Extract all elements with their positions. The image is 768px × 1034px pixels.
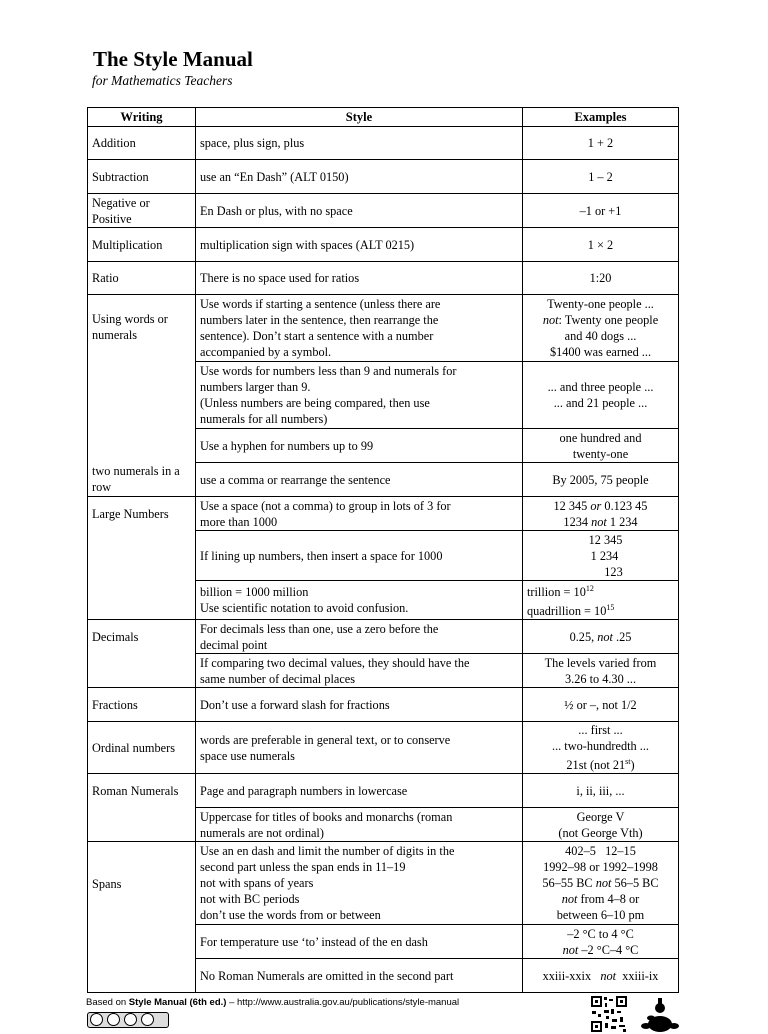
turtle-logo-icon <box>638 994 682 1034</box>
cc-sa-icon <box>141 1013 154 1026</box>
style-line: (Unless numbers are being compared, then use <box>200 396 430 410</box>
example-cell <box>523 362 679 429</box>
style-line: numbers larger than 9. <box>200 380 311 394</box>
example-cell: 1 – 2 <box>523 160 679 194</box>
style-cell: If lining up numbers, then insert a space for 1000 <box>196 531 523 581</box>
example-line: 56–55 BC not 56–5 BC <box>542 876 659 891</box>
style-cell <box>196 497 523 531</box>
example-cell <box>523 497 679 531</box>
qr-code-icon <box>590 995 628 1033</box>
example-cell: 1 + 2 <box>523 127 679 160</box>
style-cell: use an “En Dash” (ALT 0150) <box>196 160 523 194</box>
example-line <box>527 600 674 619</box>
example-line: one hundred and <box>559 430 642 445</box>
example-cell <box>523 925 679 959</box>
table-row <box>88 429 679 463</box>
superscript: 12 <box>585 584 594 593</box>
example-cell <box>523 842 679 925</box>
footer-citation <box>86 997 459 1008</box>
example-line <box>527 581 674 600</box>
style-line: billion = 1000 million <box>200 585 309 600</box>
cc-by-icon <box>107 1013 120 1026</box>
example-line: between 6–10 pm <box>556 908 645 923</box>
example-line: Twenty-one people ... <box>547 297 654 311</box>
writing-cell: Ratio <box>88 262 196 295</box>
example-text: quadrillion = 10 <box>527 604 607 619</box>
writing-label: Using words or numerals <box>92 312 168 342</box>
writing-cell <box>88 362 196 429</box>
example-cell <box>523 429 679 463</box>
table-row <box>88 228 679 262</box>
example-text: trillion = 10 <box>527 585 586 600</box>
style-line: For decimals less than one, use a zero before the <box>200 621 439 636</box>
example-line: 123 <box>604 564 623 579</box>
writing-cell: Multiplication <box>88 228 196 262</box>
example-cell: ½ or –, not 1/2 <box>523 688 679 722</box>
example-line: 3.26 to 4.30 ... <box>564 671 637 686</box>
style-line: numerals are not ordinal) <box>200 825 324 840</box>
style-line: space use numerals <box>200 748 295 763</box>
example-cell: By 2005, 75 people <box>523 463 679 497</box>
emphasis-text: not <box>561 892 578 907</box>
style-line: not with BC periods <box>200 892 300 907</box>
example-cell <box>523 581 679 620</box>
superscript: st <box>625 757 631 767</box>
style-line: second part unless the span ends in 11–19 <box>200 860 406 875</box>
example-line: 12 345 or 0.123 45 <box>553 498 648 513</box>
example-text: : Twenty one people <box>558 313 659 327</box>
writing-cell <box>88 959 196 993</box>
style-line: decimal point <box>200 637 268 652</box>
creative-commons-license-icon[interactable] <box>87 1012 169 1028</box>
example-line: 402–5 12–15 <box>565 844 636 859</box>
style-cell <box>196 654 523 688</box>
style-cell: For temperature use ‘to’ instead of the en dash <box>196 925 523 959</box>
style-line: If comparing two decimal values, they should have the <box>200 655 470 670</box>
writing-cell: Ordinal numbers <box>88 722 196 774</box>
emphasis-text: not <box>595 876 612 891</box>
emphasis-text: not <box>591 514 607 529</box>
style-cell: space, plus sign, plus <box>196 127 523 160</box>
example-cell: xxiii-xxix not xxiii-ix <box>523 959 679 993</box>
example-cell: –1 or +1 <box>523 194 679 228</box>
writing-cell <box>88 808 196 842</box>
example-text: ) <box>630 758 635 773</box>
table-row <box>88 925 679 959</box>
style-line: accompanied by a symbol. <box>200 345 332 359</box>
emphasis-text: or <box>590 498 602 513</box>
example-cell <box>523 808 679 842</box>
example-line: (not George Vth) <box>558 825 643 840</box>
table-row <box>88 959 679 993</box>
style-line: sentence). Don’t start a sentence with a number <box>200 329 434 343</box>
writing-cell: Large Numbers <box>88 497 196 531</box>
example-cell <box>523 722 679 774</box>
example-line: –2 °C to 4 °C <box>567 926 634 941</box>
cc-circle-icon <box>90 1013 103 1026</box>
style-cell: multiplication sign with spaces (ALT 0215) <box>196 228 523 262</box>
example-cell <box>523 531 679 581</box>
table-row <box>88 620 679 654</box>
style-cell <box>196 620 523 654</box>
table-row <box>88 808 679 842</box>
table-row <box>88 497 679 531</box>
table-row <box>88 262 679 295</box>
superscript: 15 <box>606 603 615 613</box>
example-text: 21st (not 21 <box>566 758 626 773</box>
style-cell: Page and paragraph numbers in lowercase <box>196 774 523 808</box>
footer-manual-name: Style Manual (6th ed.) <box>128 997 227 1008</box>
example-line: 12 345 <box>588 532 623 547</box>
style-line: same number of decimal places <box>200 671 356 686</box>
style-cell: Don’t use a forward slash for fractions <box>196 688 523 722</box>
page-subtitle: for Mathematics Teachers <box>92 73 233 88</box>
writing-cell <box>88 429 196 463</box>
example-line: George V <box>576 809 625 824</box>
example-line: twenty-one <box>572 446 629 461</box>
example-line: not –2 °C–4 °C <box>562 942 639 957</box>
example-cell <box>523 654 679 688</box>
header-writing: Writing <box>88 108 196 127</box>
emphasis-text: not <box>597 629 613 644</box>
emphasis-text: not <box>562 942 579 957</box>
page-title: The Style Manual <box>93 47 253 71</box>
cc-nc-icon <box>124 1013 137 1026</box>
table-row <box>88 295 679 362</box>
style-cell <box>196 362 523 429</box>
table-row <box>88 531 679 581</box>
style-cell: No Roman Numerals are omitted in the second part <box>196 959 523 993</box>
emphasis-text: not <box>542 313 559 327</box>
table-row <box>88 722 679 774</box>
table-row <box>88 581 679 620</box>
writing-cell <box>88 925 196 959</box>
writing-cell: two numerals in a row <box>88 463 196 497</box>
table-row <box>88 362 679 429</box>
style-cell <box>196 295 523 362</box>
example-line: ... first ... <box>578 723 623 738</box>
writing-cell: Decimals <box>88 620 196 654</box>
style-cell: Use a hyphen for numbers up to 99 <box>196 429 523 463</box>
writing-cell: Addition <box>88 127 196 160</box>
header-examples: Examples <box>523 108 679 127</box>
style-line: words are preferable in general text, or to conserve <box>200 732 451 747</box>
table-row <box>88 463 679 497</box>
example-line: ... and 21 people ... <box>553 396 648 410</box>
style-line: don’t use the words from or between <box>200 908 381 923</box>
table-row <box>88 654 679 688</box>
style-line: Use an en dash and limit the number of digits in the <box>200 844 455 859</box>
footer-link[interactable]: – http://www.australia.gov.au/publications/style-manual <box>226 997 460 1008</box>
style-cell: En Dash or plus, with no space <box>196 194 523 228</box>
writing-cell <box>88 581 196 620</box>
style-cell: There is no space used for ratios <box>196 262 523 295</box>
example-cell: i, ii, iii, ... <box>523 774 679 808</box>
style-line: numbers later in the sentence, then rearrange the <box>200 313 439 327</box>
style-line: Use words if starting a sentence (unless there are <box>200 297 441 311</box>
table-row <box>88 194 679 228</box>
header-style: Style <box>196 108 523 127</box>
writing-cell: Roman Numerals <box>88 774 196 808</box>
example-line: ... and three people ... <box>547 380 654 394</box>
example-line: not from 4–8 or <box>561 892 640 907</box>
style-cell <box>196 581 523 620</box>
table-row <box>88 842 679 925</box>
example-line: 1234 not 1 234 <box>563 514 638 529</box>
table-row <box>88 688 679 722</box>
example-cell: 1 × 2 <box>523 228 679 262</box>
example-line: 1 234 <box>590 548 619 563</box>
style-line: Use a space (not a comma) to group in lots of 3 for <box>200 498 451 513</box>
writing-cell <box>88 531 196 581</box>
style-line: more than 1000 <box>200 514 278 529</box>
table-row <box>88 160 679 194</box>
example-line: ... two-hundredth ... <box>552 739 649 754</box>
style-table <box>87 107 679 993</box>
style-cell <box>196 842 523 925</box>
style-line: numerals for all numbers) <box>200 412 328 426</box>
emphasis-text: not <box>600 968 617 983</box>
writing-cell <box>88 654 196 688</box>
writing-cell: Subtraction <box>88 160 196 194</box>
example-line <box>527 312 674 328</box>
style-line: Use words for numbers less than 9 and numerals for <box>200 364 457 378</box>
example-line: $1400 was earned ... <box>549 345 652 359</box>
style-line: Use scientific notation to avoid confusion. <box>200 601 409 616</box>
example-cell: 1:20 <box>523 262 679 295</box>
example-line: and 40 dogs ... <box>564 329 637 343</box>
example-cell: 0.25, not .25 <box>523 620 679 654</box>
footer-prefix: Based on <box>86 997 129 1008</box>
style-line: not with spans of years <box>200 876 314 891</box>
table-row <box>88 127 679 160</box>
example-cell <box>523 295 679 362</box>
writing-cell: Fractions <box>88 688 196 722</box>
example-line: The levels varied from <box>544 655 657 670</box>
style-cell <box>196 808 523 842</box>
table-header-row <box>88 108 679 127</box>
style-cell: use a comma or rearrange the sentence <box>196 463 523 497</box>
writing-cell <box>88 295 196 362</box>
example-line: 1992–98 or 1992–1998 <box>543 860 658 875</box>
writing-cell: Negative or Positive <box>88 194 196 228</box>
style-line: Uppercase for titles of books and monarchs (roman <box>200 809 453 824</box>
table-row <box>88 774 679 808</box>
example-line <box>527 754 674 773</box>
style-cell <box>196 722 523 774</box>
writing-cell: Spans <box>88 842 196 925</box>
